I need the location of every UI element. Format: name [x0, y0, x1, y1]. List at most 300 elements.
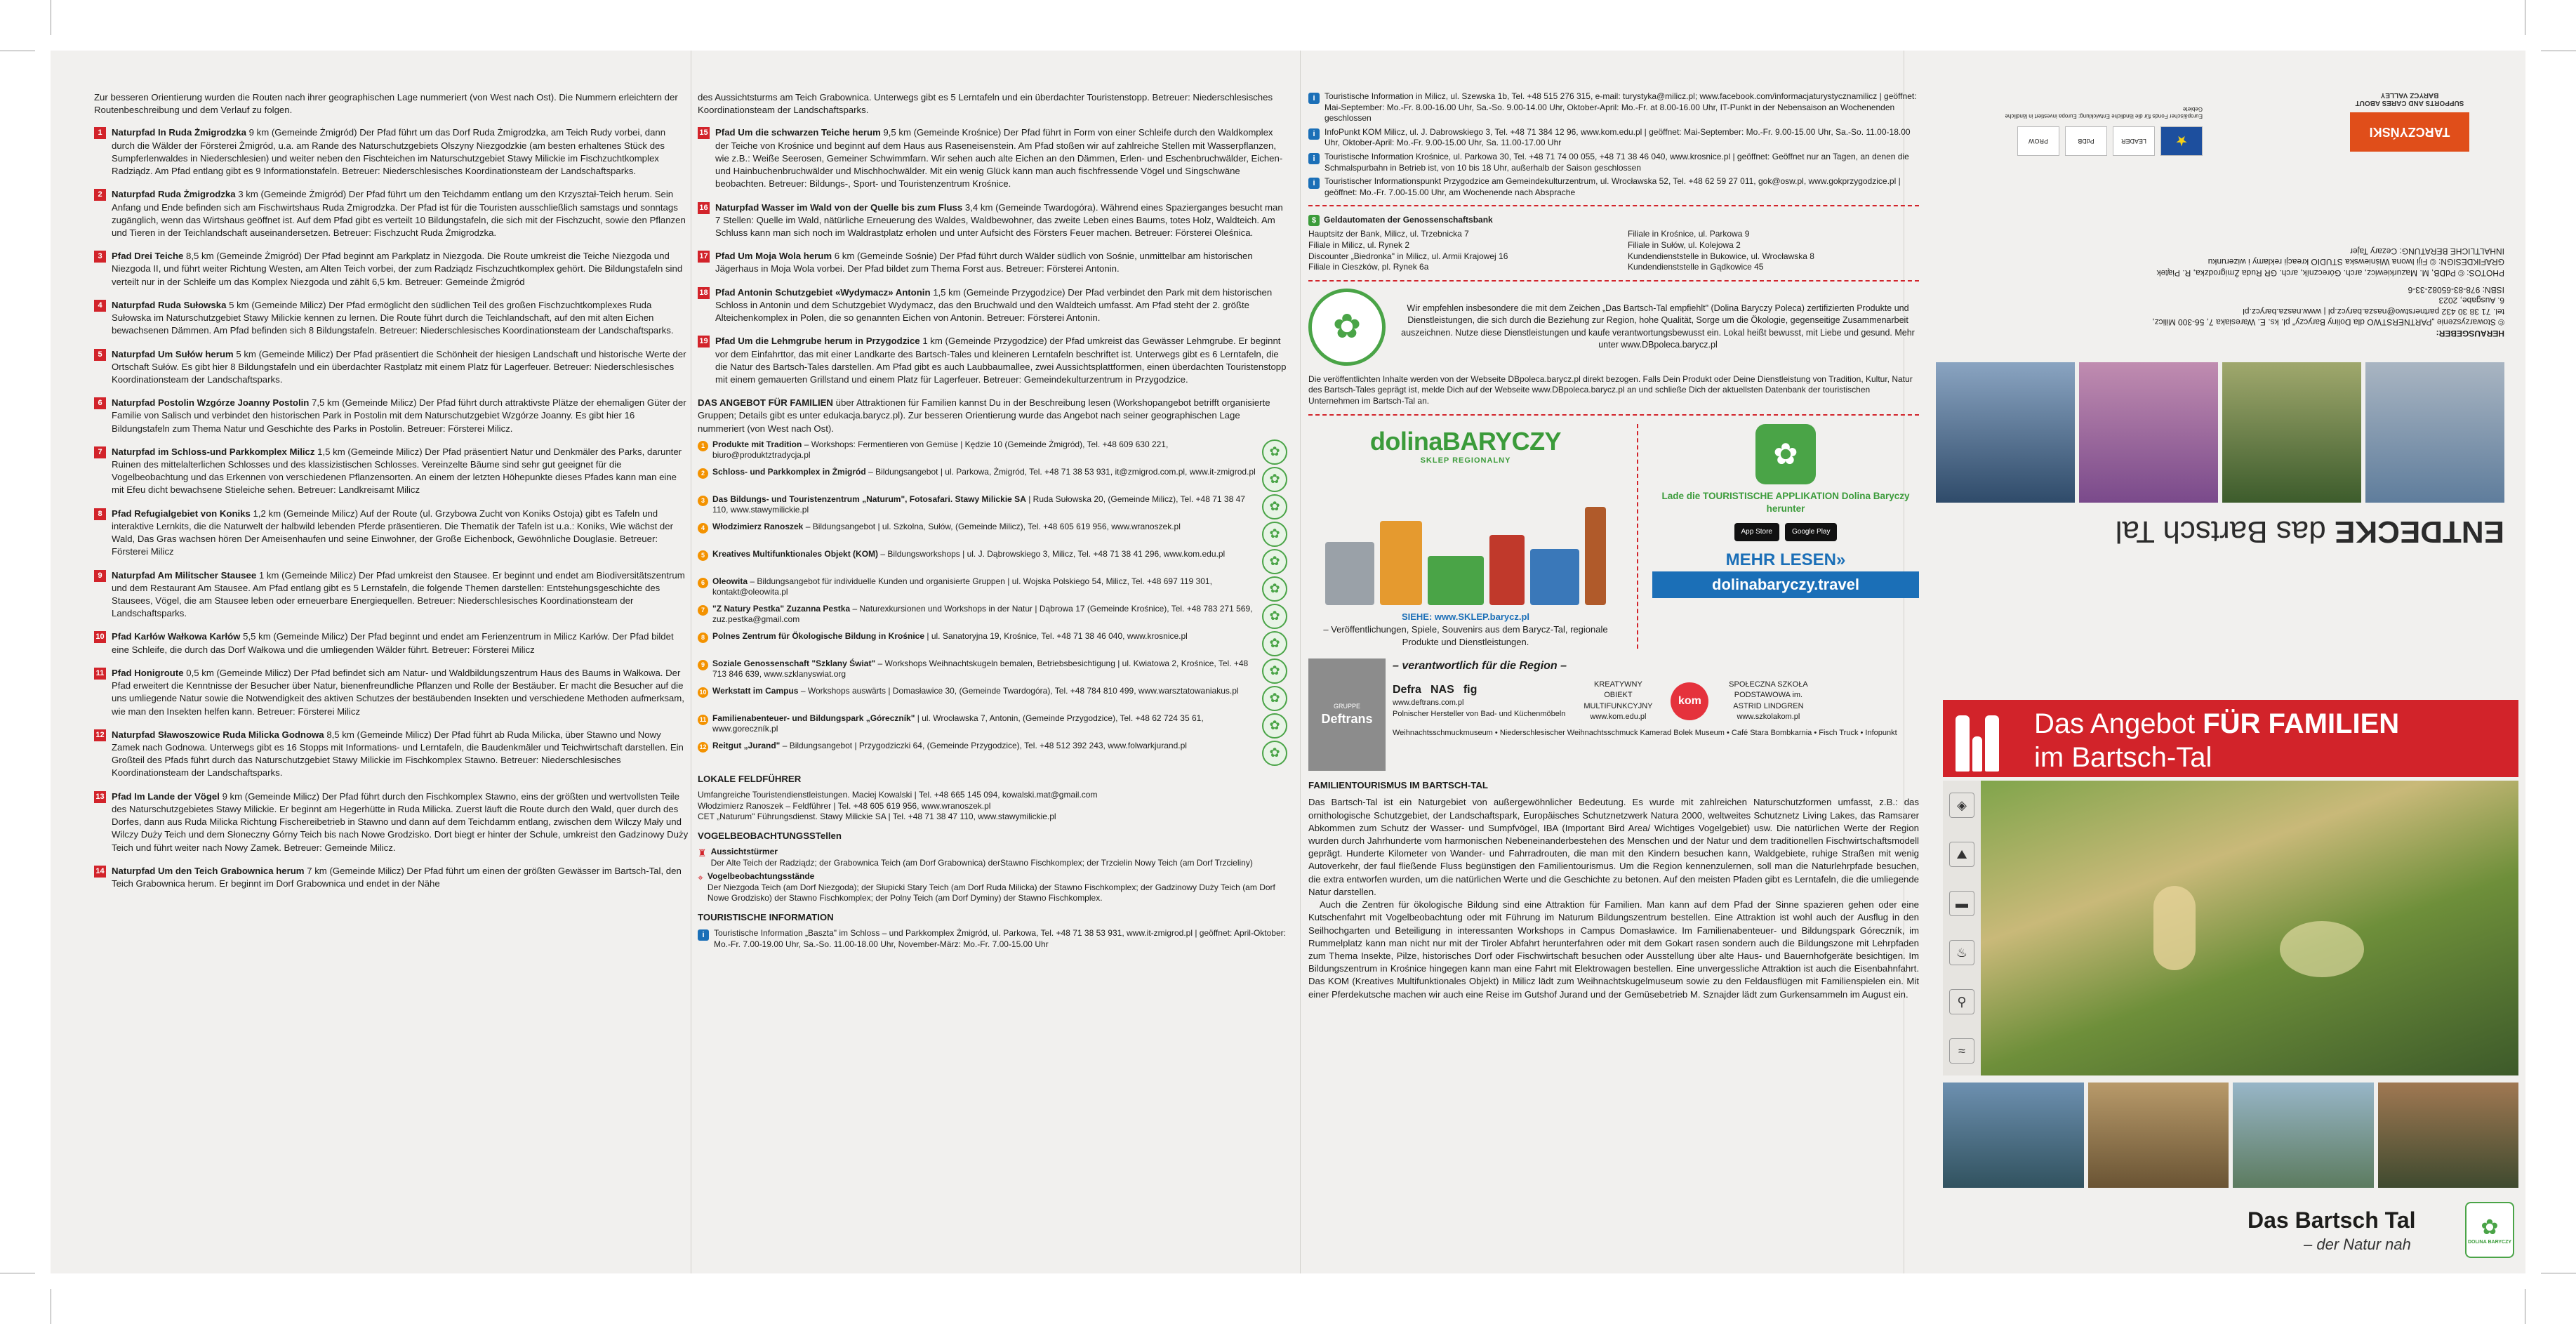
atm-lists: [1308, 229, 1919, 272]
family-icon-adult: [1956, 715, 1970, 772]
brochure-sheet: [51, 51, 2525, 1273]
tourist-info-text: Touristische Information in Milicz, ul. Szewska 1b, Tel. +48 515 276 315, e-mail: turystyka@milicz.pl; www.facebook.com/informacjaturystycznamilicz | geöffnet: Mai-September: Mo.-Fr. 8.00-16.00 Uhr, Sa.-So. 9.00-14.00 Uhr, Oktober-April: Mo.-Fr. at 8.00-16.00 Uhr, IT-Punkt in der Nebensaison an Wochenenden geschlossen: [1324, 91, 1917, 124]
route-title: Pfad Refugialgebiet von Koniks: [112, 508, 251, 519]
route-title: Pfad Drei Teiche: [112, 251, 184, 262]
offer-name: Schloss- und Parkkomplex in Żmigród: [712, 466, 866, 477]
kom-label: KREATYWNY OBIEKT MULTIFUNKCYJNY: [1584, 680, 1653, 710]
eu-label: Europäischer Fonds für die ländliche Entwicklung: Europa investiert in ländliche Gebiete: [2005, 105, 2203, 119]
photo-credit: PHOTOS: © PdDB, M. Mazurkiewicz, arch. Góreczník, arch. GR Ruda Żmigrodzka, R. Piątek: [2156, 268, 2504, 279]
tourist-info-zmigrod: [698, 928, 1287, 950]
hiking-icon: ⛰: [1949, 842, 1974, 867]
tourist-info-text: InfoPunkt KOM Milicz, ul. J. Dabrowskiego 3, Tel. +48 71 384 12 96, www.kom.edu.pl | geöffnet: Mai-September: Mo.-Fr. 9.00-15.00 Uhr, Sa.-So. 11.00-18.00 Uhr, Oktober-April: Mo.-Fr. 9.00-15.00 Uhr, Sa. 11.00-17.00 Uhr: [1324, 126, 1911, 148]
route-number: 16: [698, 202, 710, 214]
editors-title: HERAUSGEBER:: [2436, 329, 2504, 338]
bottom-photo-strip: [1943, 1083, 2518, 1188]
offer-number: 7: [698, 605, 708, 616]
app-title: Lade die TOURISTISCHE APPLIKATION Dolina Baryczy herunter: [1661, 490, 1910, 515]
offer-name: Produkte mit Tradition: [712, 439, 802, 449]
route-item: [94, 446, 691, 497]
offer-item: [698, 522, 1287, 547]
route-description: [112, 397, 691, 435]
photo-kids-workshop: [1943, 781, 2518, 1075]
family-icon: [1956, 707, 2016, 772]
offer-text: | Ruda Sułowska 20, (Gemeinde Milicz), Tel. +48 71 38 47 110, www.stawymilickie.pl: [712, 494, 1245, 515]
photo: [1943, 1083, 2084, 1188]
family-title-2: im Bartsch-Tal: [2034, 742, 2212, 773]
route-title: Naturpfad In Ruda Żmigrodzka: [112, 127, 246, 138]
atm-location: Discounter „Biedronka" in Milicz, ul. Armii Krajowej 16: [1308, 251, 1508, 261]
product-jar: [1489, 535, 1525, 605]
route-description: [715, 201, 1287, 240]
route-number: 12: [94, 729, 106, 741]
school-block: [1722, 680, 1814, 722]
offer-text: – Naturexkursionen und Workshops in der Natur | Dąbrowa 17 (Gemeinde Krośnice), Tel. +48 783 271 569, zuz.pestka@gmail.com: [712, 603, 1253, 625]
back-cover-upside-down: [1936, 65, 2504, 549]
photo-detail: [2153, 886, 2196, 970]
route-title: Naturpfad Um Sułów herum: [112, 348, 234, 359]
offer-number: 4: [698, 523, 708, 534]
read-more-label: MEHR LESEN»: [1725, 550, 1846, 569]
atm-location: Kundendienststelle in Bukowice, ul. Wrocławska 8: [1628, 251, 1814, 261]
discover-bold: ENTDECKE: [2334, 515, 2504, 549]
offer-number: 3: [698, 496, 708, 506]
tower-icon: ♜: [698, 847, 707, 859]
edition: 6. Ausgabe, 2023: [2438, 296, 2504, 306]
route-number: 8: [94, 508, 106, 520]
family-title-bold: FÜR FAMILIEN: [2203, 708, 2400, 739]
kayak-icon: ≈: [1949, 1038, 1974, 1064]
fig-logo: fig: [1463, 684, 1478, 696]
offer-text: – Bildungsangebot | ul. Parkowa, Żmigród, Tel. +48 71 38 53 931, it@zmigrod.com.pl, www.it-zmigrod.pl: [868, 466, 1256, 477]
route-item: [94, 250, 691, 289]
top-photo-strip: [1936, 362, 2504, 503]
prow-logo: PROW: [2017, 126, 2059, 156]
cover-subtitle: – der Natur nah: [2304, 1236, 2411, 1253]
route-item: [698, 250, 1287, 275]
product-game: [1428, 556, 1484, 605]
route-text: 5 km (Gemeinde Milicz) Der Pfad ermöglicht den südlichen Teil des großen Fischzuchtkomplexes Ruda Sułowska im Naturschutzgebiet Stawy Milickie kennen zu lernen. Die Route führt durch die Teichlandschaft, auf den mit alten Eichen bewachsenen Dämmen. Am Pfad befinden sich 8 Bildungstafeln. Betreuer: Niederschlesisches Koordinationsteam der Landschaftsparks.: [112, 299, 674, 336]
certificate-seal-icon: ✿: [1262, 576, 1287, 602]
towers-block: [711, 847, 1253, 868]
route-title: Pfad Antonin Schutzgebiet «Wydymacz» Antonin: [715, 286, 931, 298]
atm-location: Kundendienststelle in Gądkowice 45: [1628, 262, 1764, 272]
route-number: 11: [94, 668, 106, 680]
store-badges: [1652, 523, 1919, 541]
atm-location: Filiale in Cieszków, pl. Rynek 6a: [1308, 262, 1429, 272]
responsible-body: [1393, 658, 1919, 771]
route-title: Naturpfad Wasser im Wald von der Quelle bis zum Fluss: [715, 201, 963, 213]
info-column-3: [1308, 91, 1919, 1001]
school-url[interactable]: www.szkolakom.pl: [1737, 712, 1800, 721]
route-text: 3 km (Gemeinde Żmigród) Der Pfad führt um den Teichdamm entlang um den Krzyształ-Teich herum. Sein Anfang und Ende befinden sich am Fischwirtshaus Ruda Żmigrodzka. Der Pfad ist für die Touristen ausschließlich samstags und sonntags zugänglich, wenn das Wirtshaus geöffnet ist. Auf dem Pfad gibt es verteilt 10 Bildungstafeln, die sich mit der Fischzucht, sowie den Pflanzen und Tieren in der Teichlandschaft auseinandersetzen. Betreuer: Fischzucht Ruda Żmigrodzka.: [112, 189, 686, 238]
food-icon: ♨: [1949, 940, 1974, 965]
offer-description: [712, 494, 1258, 516]
certificate-note: Die veröffentlichten Inhalte werden von der Webseite DBpoleca.barycz.pl direkt bezogen. Falls Dein Produkt oder Deine Dienstleistung von Tradition, Kultur, Natur des Bartsch-Tales geprägt ist, melde Dich auf der Webseite www.DBpoleca.barycz.pl an und schließe Dich der aktuellsten Datenbank der touristischen Unternehmen im Bartsch-Tal an.: [1308, 373, 1913, 406]
offer-item: [698, 631, 1287, 656]
product-shirt: [1325, 542, 1374, 605]
route-number: 15: [698, 127, 710, 139]
offer-number: 9: [698, 660, 708, 670]
discover-light: das Bartsch Tal: [2115, 515, 2326, 549]
route-title: Pfad Um die schwarzen Teiche herum: [715, 127, 881, 138]
route-title: Pfad Honigroute: [112, 667, 184, 678]
route-text: 0,5 km (Gemeinde Milicz) Der Pfad befindet sich am Natur- und Waldbildungszentrum Haus des Baums in Wałkowa. Der Pfad erweitert die Kenntnisse der Besucher über Natur, bienenfreundliche Pflanzen und Rolle der Bestäuber. Er macht die Besucher auf die uns umliegende Natur sowie die Notwendigkeit des aktiven Schutzes der bestäubenden Insekten und verschiedene Methoden aufmerksam, wie man den Insekten helfen kann. Betreuer: Försterei Milicz: [112, 667, 684, 717]
offer-name: "Z Natury Pestka" Zuzanna Pestka: [712, 603, 851, 614]
atm-location: Hauptsitz der Bank, Milicz, ul. Trzebnicka 7: [1308, 229, 1469, 239]
certificate-seal-icon: ✿: [1262, 741, 1287, 766]
offer-name: Familienabenteuer- und Bildungspark „Góreczník": [712, 713, 915, 723]
offer-name: Oleowita: [712, 576, 748, 586]
defra-logo: Defra: [1393, 684, 1421, 696]
route-description: [112, 790, 691, 854]
route-description: [112, 299, 691, 338]
tourist-info-item: [1308, 91, 1919, 124]
route-text: 8,5 km (Gemeinde Żmigród) Der Pfad beginnt am Parkplatz in Niezgoda. Die Route umkreist die Teiche Niezgoda und Niezgoda II, und führt weiter Richtung Westen, am Alten Teich vorbei, der zum Radziądz Fischzuchtkomplex gehört. Die Bildungstafeln sind verteilt nur in der Schleife um das Komplex Niezgoda und zählt 6,5 km. Betreuer: Gemeinde Żmigród: [112, 251, 683, 287]
offer-name: Soziale Genossenschaft "Szklany Świat": [712, 658, 876, 668]
route-text: 5,5 km (Gemeinde Milicz) Der Pfad beginnt und endet am Ferienzentrum in Milicz Karłów. Der Pfad bildet eine Schleife, die durch das Dorf Wałkowa und die umliegenden Wälder führt. Betreuer: Försterei Milicz: [112, 631, 674, 655]
route-number: 6: [94, 397, 106, 409]
route-item: [94, 790, 691, 854]
cover-panel: [1904, 51, 2525, 1273]
routes-column-1: [94, 91, 691, 901]
routes-list-2: [698, 126, 1287, 386]
divider: [1308, 280, 1919, 282]
offer-number: 12: [698, 742, 708, 753]
app-icon: ✿: [1755, 424, 1816, 484]
deftrans-url[interactable]: www.deftrans.com.pl: [1393, 699, 1464, 708]
route-continuation: des Aussichtsturms am Teich Grabownica. Unterwegs gibt es 5 Lerntafeln und ein überdachter Touristenstopp. Betreuer: Niederschlesisches Koordinationsteam der Landschaftsparks.: [698, 92, 1273, 116]
route-description: [112, 348, 691, 387]
route-number: 10: [94, 631, 106, 643]
responsible-title: – verantwortlich für die Region –: [1393, 660, 1567, 673]
route-description: [112, 250, 691, 289]
offer-item: [698, 604, 1287, 629]
tourist-info-text: Touristischer Informationspunkt Przygodzice am Gemeindekulturzentrum, ul. Wrocławska 52, Tel. +48 62 59 27 011, gok@osw.pl, www.gokprzygodzice.pl | geöffnet: Mo.-Fr. 7.00-15.00 Uhr, am Wochenende nach Absprache: [1324, 176, 1901, 197]
offer-text: | ul. Sanatoryjna 19, Krośnice, Tel. +48 71 38 46 040, www.krosnice.pl: [927, 630, 1188, 641]
family-tourism-p2: Auch die Zentren für ökologische Bildung sind eine Attraktion für Familien. Man kann auf dem Pfad der Sinne spazieren gehen oder eine Kutschenfahrt mit Vogelbeobachtung oder mit Führung im Naturum Bildungszentrum bestellen. Eine Attraktion ist wohl auch der Ausflug in den Seilhochgarten und Beteiligung in interessanten Workshops in Campus Domasławice. Im Familienabenteuer- und Bildungspark Góreczník, im Rummelplatz kann man nicht nur mit der Tiroler Abfahrt herunterfahren oder mit dem Gokart rasen sondern auch die Bildungszone mit Lehrpfaden zum Thema Insekte, Pilze, historisches Dorf oder Fischwirtschaft besuchen oder Ausstellung über alte Haus- und Bauernhofgeräte besichtigen. Im Bildungszentrum in Krośnice hingegen kann man eine Fahrt mit Elektrowagen bestellen. Eine unvergessliche Attraktion ist auch die Eisenbahnfahrt. Das KOM (Kreatives Multifunktionales Objekt) in Milicz lädt zum Weihnachtskugelmuseum sowie zu den Feldausflügen mit Familienspielen ein. Mit einer Pferdekutsche machen wir auch eine Reise im Gutshof Jurand und der Gemüsebetrieb M. Sznajder lädt zum Gurkensammeln im August ein.: [1308, 899, 1919, 1000]
offer-text: – Bildungsangebot für individuelle Kunden und organisierte Gruppen | ul. Wojska Polskiego 54, Milicz, Tel. +48 697 119 301, kontakt@oleowita.pl: [712, 576, 1212, 597]
atm-list-left: [1308, 229, 1600, 272]
fish-icon: ◈: [1949, 793, 1974, 818]
tourist-info-item: [1308, 127, 1919, 149]
tourist-info-list: [1308, 91, 1919, 198]
offer-description: [712, 604, 1258, 625]
certificate-seal-icon: ✿: [1262, 713, 1287, 739]
imprint: [2139, 245, 2504, 338]
tourist-info-item: [1308, 176, 1919, 198]
offer-name: Kreatives Multifunktionales Objekt (KOM): [712, 548, 879, 559]
kom-logo: kom: [1671, 682, 1708, 720]
cover-photo: [1943, 781, 2518, 1075]
route-number: 9: [94, 570, 106, 582]
offer-number: 1: [698, 441, 708, 451]
route-item: [698, 201, 1287, 240]
route-description: [112, 446, 691, 497]
activity-icons: [1943, 781, 1981, 1075]
family-title: [2034, 707, 2399, 774]
route-description: [715, 250, 1287, 275]
photo: [2365, 362, 2504, 503]
stands-text: Der Niezgoda Teich (am Dorf Niezgoda); der Słupicki Stary Teich (am Dorf Ruda Milicka) der Stawno Fischkomplex; der Gadzinowy Duży Teich (am Dorf Nowe Grodzisko) der Stawno Fischkomplex; der Polny Teich (am Dorf Dyminy) der Stawno Fischkomplex.: [707, 882, 1275, 903]
offer-description: [712, 686, 1258, 697]
offer-text: | ul. Wrocławska 7, Antonin, (Gemeinde Przygodzice), Tel. +48 62 724 35 61, www.goreczník.pl: [712, 713, 1204, 734]
isbn: ISBN: 978-83-65082-33-6: [2408, 284, 2504, 295]
guide-line: Włodzimierz Ranoszek – Feldführer | Tel. +48 605 619 956, www.wranoszek.pl: [698, 800, 991, 811]
stands-block: [708, 871, 1287, 904]
route-item: [94, 397, 691, 435]
offer-item: [698, 713, 1287, 739]
eu-flag-icon: ★: [2160, 126, 2203, 156]
offer-text: – Bildungsangebot | Przygodziczki 64, (Gemeinde Przygodzice), Tel. +48 512 392 243, www.folwarkjurand.pl: [782, 740, 1187, 750]
photo: [2088, 1083, 2229, 1188]
offer-number: 6: [698, 578, 708, 588]
partner-logo: PdDB: [2065, 126, 2107, 156]
offer-item: [698, 494, 1287, 519]
route-title: Naturpfad Sławoszowice Ruda Milicka Godnowa: [112, 729, 324, 740]
route-item: [698, 286, 1287, 325]
offer-description: [712, 658, 1258, 680]
offer-name: Reitgut „Jurand": [712, 740, 781, 750]
route-number: 17: [698, 251, 710, 263]
guide-line: Umfangreiche Touristendienstleistungen. Maciej Kowalski | Tel. +48 665 145 094, kowalski.mat@gmail.com: [698, 790, 1098, 800]
route-title: Naturpfad Am Militscher Stausee: [112, 569, 257, 581]
certificate-seal-icon: ✿: [1262, 467, 1287, 492]
offer-item: [698, 576, 1287, 602]
offer-description: [712, 467, 1258, 478]
tourist-info-zmigrod-text: Touristische Information „Baszta" im Schloss – und Parkkomplex Żmigród, ul. Parkowa, Tel. +48 71 38 53 931, www.it-zmigrod.pl | geöffnet: April-Oktober: Mo.-Fr. 7.00-19.00 Uhr, Sa.-So. 11.00-18.00 Uhr, November-März: Mo.-Fr. 7.00-15.00 Uhr: [714, 928, 1286, 949]
atm-title-row: [1308, 213, 1919, 226]
route-number: 7: [94, 446, 106, 458]
nas-logo: NAS: [1430, 684, 1454, 696]
guides-title: LOKALE FELDFÜHRER: [698, 773, 802, 784]
route-item: [94, 865, 691, 890]
route-title: Naturpfad Um den Teich Grabownica herum: [112, 865, 305, 876]
stands-row: [698, 871, 1287, 904]
offer-description: [712, 741, 1258, 752]
photo: [2079, 362, 2218, 503]
photo: [2222, 362, 2361, 503]
route-text: 1 km (Gemeinde Przygodzice) der Pfad umkreist das Gewässer Lehmgrube. Er beginnt vor dem Einfahrttor, das mit einer Landkarte des Bartsch-Tales und kleineren Lerntafeln beschriftet ist. Unterwegs gibt es 6 Lerntafeln, die die Natur des Bartsch-Tales darstellen. Am Pfad gibt es auch Laubbaumallee, zwei Aussichtsplattformen, einen überdachten Touristenstopp mit einem gemauerten Grillstand und einem Platz für Lagerfeuer. Betreuer: Gemeindekulturzentrum in Przygodzice.: [715, 336, 1287, 385]
route-text: 1,5 km (Gemeinde Przygodzice) Der Pfad verbindet den Park mit dem historischen Schloss in Antonin und dem Schutzgebiet Wydymacz, das den Bruchwald und den Waldteich umfasst. Am Pfad steht der 2. größte Alteichenkomplex in Polen, die so genannten Eichen von Antonin. Betreuer: Försterei Antonin.: [715, 286, 1273, 324]
divider: [1308, 205, 1919, 206]
product-box: [1380, 521, 1422, 605]
route-item: [94, 348, 691, 387]
deftrans-brands: [1393, 682, 1565, 719]
offer-item: [698, 686, 1287, 711]
route-item: [94, 299, 691, 338]
family-icon-child: [1972, 736, 1982, 772]
route-text: 3,4 km (Gemeinde Twardogóra). Während eines Spazierganges besucht man 7 Stellen: Quelle im Wald, nätürliche Erneuerung des Waldes, Waldbewohner, das zweite Leben eines Baums, totes Holz, Waldteich. Am Schluss kann man sich noch im Waldrastplatz erholen und unter Aufsicht des Försters Feuer machen. Betreuer: Försterei Oleśnica.: [715, 201, 1283, 238]
offer-description: [712, 549, 1258, 560]
kom-url[interactable]: www.kom.edu.pl: [1590, 712, 1647, 721]
shop-description: – Veröffentlichungen, Spiele, Souvenirs aus dem Barycz-Tal, regionale Produkte und Dienstleistungen.: [1323, 624, 1608, 648]
offer-text: – Workshops: Fermentieren von Gemüse | Kędzie 10 (Gemeinde Żmigród), Tel. +48 609 630 221, biuro@produktztradycja.pl: [712, 439, 1169, 461]
route-title: Pfad Um die Lehmgrube herum in Przygodzice: [715, 336, 920, 347]
photo: [2378, 1083, 2519, 1188]
route-text: 6 km (Gemeinde Sośnie) Der Pfad führt durch Wälder südlich von Sośnie, unmittelbar am historischen Jägerhaus in Moja Wola vorbei. Der Pfad bildet zum Thema Forst aus. Betreuer: Försterei Antonin.: [715, 251, 1253, 274]
offer-text: – Bildungsangebot | ul. Szkolna, Sułów, (Gemeinde Milicz), Tel. +48 605 619 956, www.wranoszek.pl: [805, 521, 1181, 531]
route-description: [112, 729, 691, 780]
responsible-logos: [1393, 680, 1919, 722]
shop-products-image: [1308, 472, 1623, 605]
divider: [1308, 414, 1919, 416]
routes-column-2: [698, 91, 1287, 953]
route-description: [112, 865, 691, 890]
tarczynski-logo: TARCZYŃSKI: [2350, 112, 2469, 152]
guide-line: CET „Naturum" Führungsdienst. Stawy Milickie SA | Tel. +48 71 38 47 110, www.stawymilickie.pl: [698, 812, 1056, 822]
info-icon: i: [1308, 153, 1320, 164]
leader-logo: LEADER: [2113, 126, 2155, 156]
certificate-seal-icon: ✿: [1262, 631, 1287, 656]
offer-name: Das Bildungs- und Touristenzentrum „Naturum", Fotosafari. Stawy Milickie SA: [712, 494, 1026, 504]
dolina-baryczy-logo: ✿ DOLINA BARYCZY: [2465, 1202, 2514, 1258]
route-number: 14: [94, 866, 106, 878]
editors-text: © Stowarzyszenie „PARTNERSTWO dla Doliny Baryczy" pl. ks. E. Waresiaka 7, 56-300 Milicz, tel. 71 38 30 432 partnerstwo@nasza.barycz.pl | www.nasza.barycz.pl: [2152, 306, 2504, 328]
route-description: [112, 188, 691, 239]
offer-number: 8: [698, 633, 708, 643]
product-bottle: [1585, 507, 1606, 605]
route-title: Naturpfad Ruda Żmigrodzka: [112, 189, 236, 200]
offer-text: – Bildungsworkshops | ul. J. Dąbrowskiego 3, Milicz, Tel. +48 71 38 41 296, www.kom.edu.pl: [880, 548, 1226, 559]
route-description: [715, 126, 1287, 190]
tourist-info-title: TOURISTISCHE INFORMATION: [698, 912, 834, 922]
offer-item: [698, 741, 1287, 766]
route-item: [94, 569, 691, 621]
atm-location: Filiale in Krośnice, ul. Parkowa 9: [1628, 229, 1750, 239]
route-text: 7,5 km (Gemeinde Milicz) Der Pfad führt durch attraktivste Plätze der ehemaligen Güter der Familie von Salisch und verbindet den historischen Park in Postolin mit dem Naturschutzgebiet Wzgórze Joanny. Es gibt hier 16 Bildungstafeln zum Thema Natur und Geschichte des Parks in Postolin. Betreuer: Försterei Milicz.: [112, 397, 686, 434]
route-description: [112, 126, 691, 178]
lodging-icon: ▬: [1949, 891, 1974, 916]
route-text: 1,2 km (Gemeinde Milicz) Auf der Route (ul. Grzybowa Zucht von Koniks Ostoja) gibt es Tafeln und interaktive Lernkits, die die Naturwelt der halbwild lebenden Pferde präsentieren. Die Thematik der Tafeln ist u.a.: Koniks, Wie wächst der Wald, Das Gras wachsen hören Der Ameisenhaufen und seine Einwohner, der Große Eichenbock, Gewöhnliche Douglasie. Betreuer: Försterei Milicz: [112, 508, 673, 557]
route-item: [94, 126, 691, 178]
certificate-text: Wir empfehlen insbesondere die mit dem Zeichen „Das Bartsch-Tal empfiehlt" (Dolina Baryczy Poleca) zertifizierten Produkte und Dienstleistungen, die sich durch die Beziehung zur Region, hohe Qualität, Sorge um die Ökologie, gegenseitige Zusammenarbeit auszeichnen. Nutze diese Dienstleistungen und kaufe verantwortungsbewusst ein. Lokal heißt bewusst, mit Liebe und gesund. Mehr unter www.DBpoleca.barycz.pl: [1401, 303, 1915, 350]
tourist-info-item: [1308, 152, 1919, 173]
family-tourism-title: FAMILIENTOURISMUS IM BARTSCH-TAL: [1308, 780, 1488, 791]
route-text: 9 km (Gemeinde Milicz) Der Pfad führt durch den Fischkomplex Stawno, eins der größten und wertvollsten Teile des Naturschutzgebietes Stawy Milickie. Er beginnt am Hegerhütte in Ruda Milicka. Zuerst läuft die Route durch den Wald, quer durch des Dorfes, dann aus Ruda Milicka Richtung Fischereibetrieb in Stawno und dann auf dem Teichdamm entlang, zwischen dem Wilczy Mały und Wilczy Duży Teich und dem Słoneczny Górny Teich bis nach Nowe Grodzisko. Dort biegt er hinter der Schule, umkreist den Gadzinowy Duży Teich und führt weiter nach Nowy Zamek. Betreuer: Gemeinde Milicz.: [112, 790, 689, 853]
eu-logos: [2017, 126, 2203, 156]
app-store-button[interactable]: App Store: [1734, 523, 1779, 541]
route-text: 5 km (Gemeinde Milicz) Der Pfad präsentiert die Schönheit der hiesigen Landschaft und historische Werte der Ortschaft Sułów. Es gibt hier 8 Bildungstafeln und ein überdachter Rastplatz mit einem Platz für Lagerfeuer. Betreuer: Niederschlesisches Koordinationsteam der Landschaftsparks.: [112, 348, 686, 385]
route-item: [94, 508, 691, 559]
route-number: 19: [698, 336, 710, 347]
shop-subtitle: SKLEP REGIONALNY: [1420, 456, 1511, 465]
offer-description: [712, 576, 1258, 598]
route-title: Pfad Karłów Wałkowa Karłów: [112, 631, 241, 642]
info-icon: i: [1308, 128, 1320, 140]
route-number: 5: [94, 349, 106, 361]
atm-location: Filiale in Sułów, ul. Kolejowa 2: [1628, 239, 1741, 250]
app-promo: [1638, 424, 1919, 649]
photo: [2233, 1083, 2374, 1188]
regional-shop: [1308, 424, 1638, 649]
route-description: [715, 286, 1287, 325]
route-text: 7 km (Gemeinde Milicz) Der Pfad führt um einen der größten Gewässer im Bartsch-Tal, den Teich Grabownica herum. Er beginnt im Dorf Grabownica und endet in der Nähe: [112, 865, 682, 889]
family-offer-heading: DAS ANGEBOT FÜR FAMILIEN: [698, 397, 833, 409]
offer-name: Włodzimierz Ranoszek: [712, 521, 804, 531]
atm-title: Geldautomaten der Genossenschaftsbank: [1324, 214, 1493, 225]
route-item: [94, 667, 691, 718]
offer-number: 10: [698, 687, 708, 698]
route-title: Pfad Um Moja Wola herum: [715, 251, 832, 262]
towers-text: Der Alte Teich der Radziądz; der Grabownica Teich (am Dorf Grabownica) derStawno Fischkomplex; der Trzcielin Nowy Teich (am Dorf Trzcieliny): [710, 857, 1253, 868]
certificate-seal-icon: ✿: [1262, 604, 1287, 629]
route-text: 8,5 km (Gemeinde Milicz) Der Pfad führt ab Ruda Milicka, über Stawno und Nowy Zamek nach Godnowa. Unterwegs gibt es 16 Stopps mit Informations- und Lerntafeln, die Baudenkmäler und Teichwirtschaft darstellen. Ein Großteil des Pfads führt durch das Naturschutzgebiet Stawy Milickie im Fischkomplex Stawno. Betreuer: Niederschlesisches Koordinationsteam der Landschaftsparks.: [112, 729, 684, 779]
offer-item: [698, 467, 1287, 492]
offer-item: [698, 658, 1287, 684]
route-item: [698, 126, 1287, 190]
offer-text: – Workshops Weihnachtskugeln bemalen, Betriebsbesichtigung | ul. Kwiatowa 2, Krośnice, Tel. +48 713 846 639, www.szklanyswiat.org: [712, 658, 1249, 680]
route-title: Naturpfad Postolin Wzgórze Joanny Postolin: [112, 397, 310, 409]
route-text: 9,5 km (Gemeinde Krośnice) Der Pfad führt in Form von einer Schleife durch den Waldkomplex der Teiche von Krośnice und beginnt auf dem Haus aus Raseneisenstein. Am Pfad stoßen wir auf zahlreiche Stellen mit Wasserpflanzen, wie z.B.: Weiße Seerosen, Gemeiner Schwimmfarn. Wir sehen auch alte Eichen an den Dämmen, Erlen- und Eschenbruchwälder, Eichen- und Hainbuchenbruchwälder und Mischhochwälder. Mit ein wenig Glück kann man auch fischfressende Vögel und Singschwäne beobachten. Betreuer: Bildungs-, Sport- und Touristenzentrum Krośnice.: [715, 127, 1283, 190]
google-play-button[interactable]: Google Play: [1785, 523, 1837, 541]
cover-title: Das Bartsch Tal: [2248, 1207, 2416, 1233]
birds-title: VOGELBEOBACHTUNGSSTellen: [698, 830, 842, 841]
route-text: 9 km (Gemeinde Żmigród) Der Pfad führt um das Dorf Ruda Żmigrodzka, am Teich Rudy vorbei, dann durch die Wälder der Försterei Żmigród, u.a. am Rande des Naturschutzgebiets Olszyny Niezgodzkie (am besten erhaltenes Stück des Sumpferlenwaldes in Niederschlesien) und weiter neben den Fischteichen im Naturschutzgebiet Stawy Milickie im Fischzuchtkomplex Radziądz. Am Pfad entlang gibt es 9 Informationstafeln. Betreuer: Niederschlesisches Koordinationsteam der Landschaftsparks.: [112, 127, 666, 177]
deftrans-logo: [1308, 658, 1386, 771]
binoculars-icon: ⌖: [698, 872, 703, 884]
route-description: [112, 569, 691, 621]
route-title: Naturpfad Ruda Sułowska: [112, 299, 227, 310]
offer-description: [712, 713, 1258, 735]
offer-item: [698, 549, 1287, 574]
offer-item: [698, 439, 1287, 465]
towers-row: [698, 847, 1287, 868]
route-description: [715, 335, 1287, 386]
family-header: [1943, 700, 2518, 777]
discover-heading: [2116, 514, 2504, 549]
school-name: SPOŁECZNA SZKOŁA PODSTAWOWA im. ASTRID LINDGREN: [1729, 680, 1808, 710]
route-item: [94, 630, 691, 656]
responsible-block: [1308, 658, 1919, 771]
dolina-baryczy-poleca-logo: ✿: [1308, 289, 1386, 366]
routes-intro: Zur besseren Orientierung wurden die Routen nach ihrer geographischen Lage nummeriert (von West nach Ost). Die Nummern erleichtern der Routenbeschreibung und dem Verlauf zu folgen.: [94, 92, 678, 116]
offer-description: [712, 522, 1258, 533]
offer-description: [712, 439, 1258, 461]
towers-title: Aussichtstürmer: [710, 847, 778, 857]
route-number: 13: [94, 791, 106, 803]
kom-label-block: [1579, 680, 1657, 722]
route-description: [112, 630, 691, 656]
route-number: 18: [698, 287, 710, 299]
kom-places: Weihnachtsschmuckmuseum • Niederschlesischer Weihnachtsschmuck Kamerad Bolek Museum • Café Stara Bombkarnia • Fisch Truck • Infopunkt: [1393, 728, 1897, 737]
shop-brand: dolinaBARYCZY: [1369, 426, 1562, 456]
fold-line: [1300, 51, 1301, 1273]
route-number: 3: [94, 251, 106, 263]
deftrans-sub: GRUPPE: [1333, 702, 1360, 710]
birds-section: [698, 847, 1287, 904]
content-credit: INHALTLICHE BERATUNG: Cezary Tajer: [2349, 246, 2504, 256]
route-description: [112, 667, 691, 718]
deftrans-name: Deftrans: [1321, 711, 1373, 726]
route-item: [94, 188, 691, 239]
travel-url[interactable]: dolinabaryczy.travel: [1652, 571, 1919, 598]
logo-text: DOLINA BARYCZY: [2467, 1240, 2512, 1245]
info-icon: i: [1308, 178, 1320, 189]
offer-number: 2: [698, 468, 708, 479]
atm-icon: $: [1308, 215, 1320, 226]
family-tourism-p1: Das Bartsch-Tal ist ein Naturgebiet von außergewöhnlicher Bedeutung. Es wurde mit zahlreichen Naturschutzformen umfasst, z.B.: das ornithologische Schutzgebiet, der Landschaftspark, Europäisches Schutznetzwerk Natura 2000, weltweites Schutznetz Living Lakes, das Ramsarer Abkommen zum Schutz der Wasser- und Sumpfvögel, IBA (Important Bird Area/ Wichtiges Vogelgebiet) usw. Die natürlichen Werte der Region wurden durch Jahrhunderte vom harmonischen Nebeneinanderbestehen des Menschen und der Natur und dem traditionellen Fischwirtschaftsmodell geprägt. Hunderte Kilometer von Wander- und Fahrradrouten, die man mit den Kindern besuchen kann, Waldgebiete, ruhige Straßen mit wenig Autoverkehr, der faul fließende Fluss begünstigen den Familientourismus. Um die Region kennenzulernen, soll man die Naturlehrpfade besuchen, die extra entworfen wurden, um die natürlichen Werte und die Geschichte zu betonen. Auf den meisten Pfaden gibt es Lerntafeln, die die umliegende Natur darstellen.: [1308, 797, 1919, 897]
atm-section: [1308, 213, 1919, 272]
guides-list: [698, 790, 1287, 823]
info-icon: i: [1308, 93, 1320, 104]
product-book: [1530, 549, 1579, 605]
shop-url[interactable]: SIEHE: www.SKLEP.barycz.pl: [1401, 611, 1530, 623]
info-icon: i: [698, 929, 709, 941]
route-item: [94, 729, 691, 780]
family-title-light: Das Angebot: [2034, 708, 2196, 739]
certificate-seal-icon: ✿: [1262, 686, 1287, 711]
certificate-seal-icon: ✿: [1262, 549, 1287, 574]
